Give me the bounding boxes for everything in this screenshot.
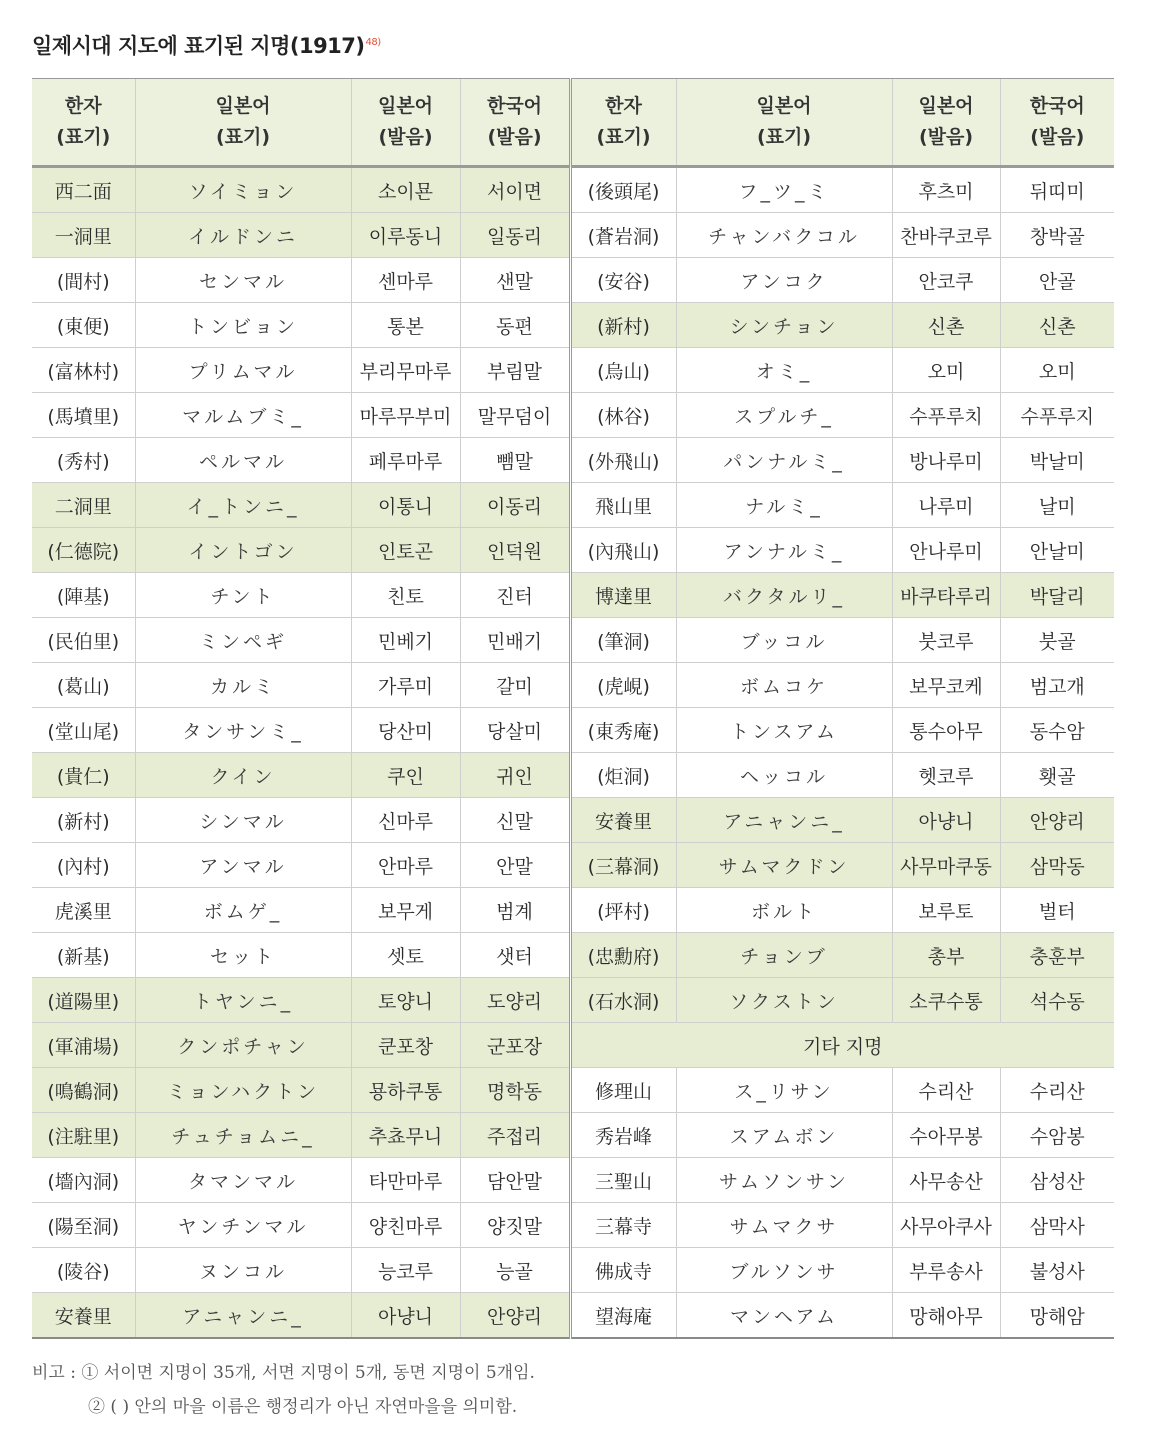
- cell-left-kr-pron: 서이면: [460, 167, 570, 213]
- cell-left-kr-pron: 당살미: [460, 708, 570, 753]
- cell-right-hanja: (內飛山): [570, 528, 676, 573]
- cell-left-kr-pron: 민배기: [460, 618, 570, 663]
- cell-right-jp-pron: 찬바쿠코루: [892, 213, 1000, 258]
- cell-left-hanja: (新基): [32, 933, 135, 978]
- cell-right-kr-pron: 수리산: [1000, 1068, 1114, 1113]
- cell-left-kr-pron: 부림말: [460, 348, 570, 393]
- cell-left-jp-pron: 페루마루: [351, 438, 460, 483]
- cell-left-jp-notation: ソイミョン: [135, 167, 351, 213]
- cell-left-jp-pron: 쿤포창: [351, 1023, 460, 1068]
- cell-left-kr-pron: 명학동: [460, 1068, 570, 1113]
- cell-right-kr-pron: 뒤띠미: [1000, 167, 1114, 213]
- table-row: [32, 798, 1114, 843]
- cell-left-kr-pron: 뺌말: [460, 438, 570, 483]
- table-row: [32, 348, 1114, 393]
- cell-left-hanja: (新村): [32, 798, 135, 843]
- table-row: [32, 393, 1114, 438]
- cell-left-hanja: (仁德院): [32, 528, 135, 573]
- cell-left-hanja: (民伯里): [32, 618, 135, 663]
- cell-right-jp-pron: 방나루미: [892, 438, 1000, 483]
- cell-left-jp-notation: マルムブミ_: [135, 393, 351, 438]
- cell-left-jp-pron: 쿠인: [351, 753, 460, 798]
- cell-left-jp-notation: イルドンニ: [135, 213, 351, 258]
- table-row: [32, 258, 1114, 303]
- table-row: [32, 213, 1114, 258]
- cell-right-kr-pron: 석수동: [1000, 978, 1114, 1023]
- cell-left-hanja: 虎溪里: [32, 888, 135, 933]
- cell-right-hanja: (林谷): [570, 393, 676, 438]
- cell-right-jp-pron: 총부: [892, 933, 1000, 978]
- cell-left-hanja: (葛山): [32, 663, 135, 708]
- cell-right-hanja: 望海庵: [570, 1293, 676, 1339]
- cell-right-jp-notation: ボルト: [676, 888, 892, 933]
- cell-left-kr-pron: 샌말: [460, 258, 570, 303]
- cell-right-kr-pron: 안양리: [1000, 798, 1114, 843]
- cell-left-hanja: (陽至洞): [32, 1203, 135, 1248]
- cell-left-jp-pron: 마루무부미: [351, 393, 460, 438]
- cell-right-jp-notation: アニャンニ_: [676, 798, 892, 843]
- cell-right-jp-pron: 바쿠타루리: [892, 573, 1000, 618]
- cell-left-hanja: (墻內洞): [32, 1158, 135, 1203]
- table-row: [32, 167, 1114, 213]
- cell-right-jp-pron: 사무마쿠동: [892, 843, 1000, 888]
- header-jp-pron-right: 일본어 (발음): [892, 79, 1000, 167]
- cell-right-jp-notation: シンチョン: [676, 303, 892, 348]
- cell-right-jp-notation: フ_ツ_ミ: [676, 167, 892, 213]
- cell-left-jp-notation: チント: [135, 573, 351, 618]
- cell-right-jp-notation: バクタルリ_: [676, 573, 892, 618]
- table-row: [32, 843, 1114, 888]
- cell-right-hanja: (安谷): [570, 258, 676, 303]
- cell-left-jp-pron: 안마루: [351, 843, 460, 888]
- cell-left-jp-pron: 신마루: [351, 798, 460, 843]
- cell-left-jp-pron: 센마루: [351, 258, 460, 303]
- cell-left-kr-pron: 갈미: [460, 663, 570, 708]
- header-kr-pron-right: 한국어 (발음): [1000, 79, 1114, 167]
- cell-right-jp-pron: 소쿠수통: [892, 978, 1000, 1023]
- cell-right-hanja: (坪村): [570, 888, 676, 933]
- cell-left-hanja: (東便): [32, 303, 135, 348]
- cell-left-hanja: (軍浦場): [32, 1023, 135, 1068]
- cell-right-jp-notation: パンナルミ_: [676, 438, 892, 483]
- cell-left-kr-pron: 양짓말: [460, 1203, 570, 1248]
- cell-right-hanja: 修理山: [570, 1068, 676, 1113]
- header-row: [32, 79, 1114, 167]
- cell-left-kr-pron: 신말: [460, 798, 570, 843]
- cell-right-jp-pron: 망해아무: [892, 1293, 1000, 1339]
- table-row: [32, 483, 1114, 528]
- cell-left-kr-pron: 능골: [460, 1248, 570, 1293]
- cell-left-kr-pron: 샛터: [460, 933, 570, 978]
- cell-right-jp-pron: 수리산: [892, 1068, 1000, 1113]
- cell-right-kr-pron: 수푸루지: [1000, 393, 1114, 438]
- header-jp-notation-left: 일본어 (표기): [135, 79, 351, 167]
- cell-left-jp-pron: 셋토: [351, 933, 460, 978]
- cell-right-hanja: (石水洞): [570, 978, 676, 1023]
- cell-left-kr-pron: 범계: [460, 888, 570, 933]
- cell-right-hanja: (炬洞): [570, 753, 676, 798]
- cell-right-jp-notation: ス_リサン: [676, 1068, 892, 1113]
- cell-left-hanja: 二洞里: [32, 483, 135, 528]
- cell-right-jp-pron: 수아무봉: [892, 1113, 1000, 1158]
- cell-right-hanja: (筆洞): [570, 618, 676, 663]
- cell-left-jp-notation: チュチョムニ_: [135, 1113, 351, 1158]
- cell-right-kr-pron: 삼성산: [1000, 1158, 1114, 1203]
- header-kr-pron-left: 한국어 (발음): [460, 79, 570, 167]
- cell-right-hanja: 博達里: [570, 573, 676, 618]
- cell-left-jp-pron: 이통니: [351, 483, 460, 528]
- cell-right-jp-pron: 부루송사: [892, 1248, 1000, 1293]
- cell-right-jp-pron: 통수아무: [892, 708, 1000, 753]
- cell-right-hanja: (東秀庵): [570, 708, 676, 753]
- cell-left-kr-pron: 이동리: [460, 483, 570, 528]
- cell-left-kr-pron: 일동리: [460, 213, 570, 258]
- cell-left-jp-notation: センマル: [135, 258, 351, 303]
- cell-left-jp-pron: 가루미: [351, 663, 460, 708]
- cell-left-jp-pron: 친토: [351, 573, 460, 618]
- cell-right-jp-notation: スプルチ_: [676, 393, 892, 438]
- cell-right-hanja: 三聖山: [570, 1158, 676, 1203]
- cell-left-jp-pron: 부리무마루: [351, 348, 460, 393]
- cell-right-jp-pron: 보루토: [892, 888, 1000, 933]
- cell-right-kr-pron: 삼막사: [1000, 1203, 1114, 1248]
- table-row: [32, 978, 1114, 1023]
- cell-left-jp-notation: クンポチャン: [135, 1023, 351, 1068]
- table-row: [32, 1293, 1114, 1339]
- cell-right-hanja: 飛山里: [570, 483, 676, 528]
- cell-left-hanja: (陣基): [32, 573, 135, 618]
- cell-left-kr-pron: 군포장: [460, 1023, 570, 1068]
- cell-right-hanja: 佛成寺: [570, 1248, 676, 1293]
- cell-left-jp-pron: 능코루: [351, 1248, 460, 1293]
- cell-right-jp-notation: ヘッコル: [676, 753, 892, 798]
- cell-left-kr-pron: 안말: [460, 843, 570, 888]
- cell-right-kr-pron: 오미: [1000, 348, 1114, 393]
- cell-left-jp-notation: ミョンハクトン: [135, 1068, 351, 1113]
- header-jp-notation-right: 일본어 (표기): [676, 79, 892, 167]
- cell-right-jp-pron: 사무아쿠사: [892, 1203, 1000, 1248]
- cell-right-jp-notation: サムマクドン: [676, 843, 892, 888]
- cell-left-jp-pron: 추쵸무니: [351, 1113, 460, 1158]
- header-hanja-right: 한자 (표기): [570, 79, 676, 167]
- cell-left-hanja: (富林村): [32, 348, 135, 393]
- cell-left-jp-pron: 이루동니: [351, 213, 460, 258]
- cell-left-kr-pron: 인덕원: [460, 528, 570, 573]
- cell-right-jp-pron: 안코쿠: [892, 258, 1000, 303]
- cell-right-hanja: 秀岩峰: [570, 1113, 676, 1158]
- cell-left-kr-pron: 안양리: [460, 1293, 570, 1339]
- cell-left-kr-pron: 담안말: [460, 1158, 570, 1203]
- cell-right-jp-notation: ナルミ_: [676, 483, 892, 528]
- cell-right-jp-pron: 아냥니: [892, 798, 1000, 843]
- cell-right-hanja: (新村): [570, 303, 676, 348]
- cell-left-jp-pron: 타만마루: [351, 1158, 460, 1203]
- cell-right-jp-notation: スアムボン: [676, 1113, 892, 1158]
- note-1: 비고 : ① 서이면 지명이 35개, 서면 지명이 5개, 동면 지명이 5개임.: [32, 1363, 535, 1383]
- table-row: [32, 753, 1114, 798]
- cell-right-kr-pron: 범고개: [1000, 663, 1114, 708]
- cell-right-jp-notation: チョンブ: [676, 933, 892, 978]
- cell-right-jp-notation: アンナルミ_: [676, 528, 892, 573]
- cell-left-jp-notation: タマンマル: [135, 1158, 351, 1203]
- cell-right-hanja: (外飛山): [570, 438, 676, 483]
- cell-left-jp-notation: クイン: [135, 753, 351, 798]
- cell-left-jp-notation: タンサンミ_: [135, 708, 351, 753]
- cell-left-jp-pron: 묭하쿠통: [351, 1068, 460, 1113]
- cell-right-jp-notation: ソクストン: [676, 978, 892, 1023]
- cell-left-hanja: (馬墳里): [32, 393, 135, 438]
- cell-left-jp-notation: ボムゲ_: [135, 888, 351, 933]
- cell-left-hanja: (堂山尾): [32, 708, 135, 753]
- cell-right-jp-pron: 헷코루: [892, 753, 1000, 798]
- cell-left-jp-pron: 양친마루: [351, 1203, 460, 1248]
- place-name-table: [32, 78, 1114, 1339]
- note-2: ② ( ) 안의 마을 이름은 행정리가 아닌 자연마을을 의미함.: [88, 1397, 518, 1417]
- cell-right-hanja: (忠勳府): [570, 933, 676, 978]
- cell-right-jp-notation: マンヘアム: [676, 1293, 892, 1339]
- cell-left-kr-pron: 진터: [460, 573, 570, 618]
- cell-right-kr-pron: 동수암: [1000, 708, 1114, 753]
- cell-right-jp-pron: 신촌: [892, 303, 1000, 348]
- cell-right-kr-pron: 벌터: [1000, 888, 1114, 933]
- cell-right-jp-pron: 붓코루: [892, 618, 1000, 663]
- cell-right-kr-pron: 신촌: [1000, 303, 1114, 348]
- cell-left-jp-pron: 민베기: [351, 618, 460, 663]
- cell-left-kr-pron: 동편: [460, 303, 570, 348]
- header-jp-pron-left: 일본어 (발음): [351, 79, 460, 167]
- table-row: [32, 663, 1114, 708]
- cell-left-hanja: (秀村): [32, 438, 135, 483]
- table-row: [32, 1023, 1114, 1068]
- cell-right-jp-pron: 안나루미: [892, 528, 1000, 573]
- cell-left-jp-notation: アニャンニ_: [135, 1293, 351, 1339]
- cell-right-jp-notation: サムソンサン: [676, 1158, 892, 1203]
- cell-right-hanja: (後頭尾): [570, 167, 676, 213]
- cell-right-kr-pron: 박달리: [1000, 573, 1114, 618]
- cell-left-hanja: (間村): [32, 258, 135, 303]
- cell-left-jp-notation: トンビョン: [135, 303, 351, 348]
- cell-right-jp-notation: チャンバクコル: [676, 213, 892, 258]
- cell-left-jp-notation: ヤンチンマル: [135, 1203, 351, 1248]
- cell-right-hanja: (蒼岩洞): [570, 213, 676, 258]
- cell-right-jp-pron: 사무송산: [892, 1158, 1000, 1203]
- table-row: [32, 573, 1114, 618]
- cell-left-hanja: 西二面: [32, 167, 135, 213]
- table-row: [32, 1158, 1114, 1203]
- cell-right-kr-pron: 망해암: [1000, 1293, 1114, 1339]
- cell-left-jp-notation: カルミ: [135, 663, 351, 708]
- cell-left-jp-notation: トヤンニ_: [135, 978, 351, 1023]
- cell-left-jp-pron: 보무게: [351, 888, 460, 933]
- cell-right-hanja: 三幕寺: [570, 1203, 676, 1248]
- cell-right-hanja: (烏山): [570, 348, 676, 393]
- table-row: [32, 618, 1114, 663]
- table-row: [32, 438, 1114, 483]
- footnote-ref: 48): [365, 37, 381, 48]
- header-hanja-left: 한자 (표기): [32, 79, 135, 167]
- table-row: [32, 1068, 1114, 1113]
- cell-left-jp-pron: 아냥니: [351, 1293, 460, 1339]
- cell-right-jp-notation: ブルソンサ: [676, 1248, 892, 1293]
- cell-right-jp-pron: 후츠미: [892, 167, 1000, 213]
- cell-right-kr-pron: 불성사: [1000, 1248, 1114, 1293]
- cell-right-kr-pron: 창박골: [1000, 213, 1114, 258]
- table-row: [32, 303, 1114, 348]
- cell-left-jp-notation: セット: [135, 933, 351, 978]
- cell-right-jp-pron: 나루미: [892, 483, 1000, 528]
- cell-left-kr-pron: 귀인: [460, 753, 570, 798]
- table-row: [32, 933, 1114, 978]
- cell-left-jp-notation: シンマル: [135, 798, 351, 843]
- cell-right-jp-notation: ブッコル: [676, 618, 892, 663]
- table-row: [32, 708, 1114, 753]
- table-row: [32, 1113, 1114, 1158]
- cell-right-kr-pron: 삼막동: [1000, 843, 1114, 888]
- cell-right-kr-pron: 안골: [1000, 258, 1114, 303]
- table-row: [32, 528, 1114, 573]
- cell-left-hanja: (貴仁): [32, 753, 135, 798]
- cell-right-kr-pron: 박날미: [1000, 438, 1114, 483]
- cell-right-kr-pron: 횃골: [1000, 753, 1114, 798]
- cell-left-jp-pron: 당산미: [351, 708, 460, 753]
- cell-right-jp-notation: オミ_: [676, 348, 892, 393]
- cell-right-hanja: 安養里: [570, 798, 676, 843]
- cell-right-jp-notation: アンコク: [676, 258, 892, 303]
- cell-left-jp-notation: ペルマル: [135, 438, 351, 483]
- cell-right-jp-notation: サムマクサ: [676, 1203, 892, 1248]
- table-row: [32, 888, 1114, 933]
- cell-left-hanja: 一洞里: [32, 213, 135, 258]
- cell-left-jp-notation: ヌンコル: [135, 1248, 351, 1293]
- cell-left-jp-notation: プリムマル: [135, 348, 351, 393]
- table-row: [32, 1248, 1114, 1293]
- cell-left-jp-pron: 토양니: [351, 978, 460, 1023]
- cell-left-jp-notation: ミンペギ: [135, 618, 351, 663]
- cell-left-hanja: (注駐里): [32, 1113, 135, 1158]
- cell-right-jp-notation: ボムコケ: [676, 663, 892, 708]
- cell-right-kr-pron: 충훈부: [1000, 933, 1114, 978]
- cell-left-hanja: (鳴鶴洞): [32, 1068, 135, 1113]
- table-row: [32, 1203, 1114, 1248]
- cell-left-kr-pron: 말무덤이: [460, 393, 570, 438]
- cell-left-kr-pron: 주접리: [460, 1113, 570, 1158]
- cell-right-jp-pron: 오미: [892, 348, 1000, 393]
- cell-left-kr-pron: 도양리: [460, 978, 570, 1023]
- cell-left-hanja: 安養里: [32, 1293, 135, 1339]
- cell-right-jp-pron: 보무코케: [892, 663, 1000, 708]
- cell-left-jp-notation: イ_トンニ_: [135, 483, 351, 528]
- cell-left-jp-pron: 통본: [351, 303, 460, 348]
- cell-right-kr-pron: 수암봉: [1000, 1113, 1114, 1158]
- cell-left-jp-pron: 소이묜: [351, 167, 460, 213]
- cell-right-kr-pron: 붓골: [1000, 618, 1114, 663]
- cell-left-jp-pron: 인토곤: [351, 528, 460, 573]
- cell-right-jp-pron: 수푸루치: [892, 393, 1000, 438]
- page-title: 일제시대 지도에 표기된 지명$(1917)^{48)}$: [32, 34, 381, 58]
- cell-right-kr-pron: 날미: [1000, 483, 1114, 528]
- section-label: 기타 지명: [570, 1023, 1114, 1068]
- cell-right-hanja: (三幕洞): [570, 843, 676, 888]
- cell-right-hanja: (虎峴): [570, 663, 676, 708]
- cell-left-jp-notation: イントゴン: [135, 528, 351, 573]
- cell-left-hanja: (陵谷): [32, 1248, 135, 1293]
- cell-left-hanja: (道陽里): [32, 978, 135, 1023]
- cell-right-jp-notation: トンスアム: [676, 708, 892, 753]
- cell-left-jp-notation: アンマル: [135, 843, 351, 888]
- cell-left-hanja: (內村): [32, 843, 135, 888]
- cell-right-kr-pron: 안날미: [1000, 528, 1114, 573]
